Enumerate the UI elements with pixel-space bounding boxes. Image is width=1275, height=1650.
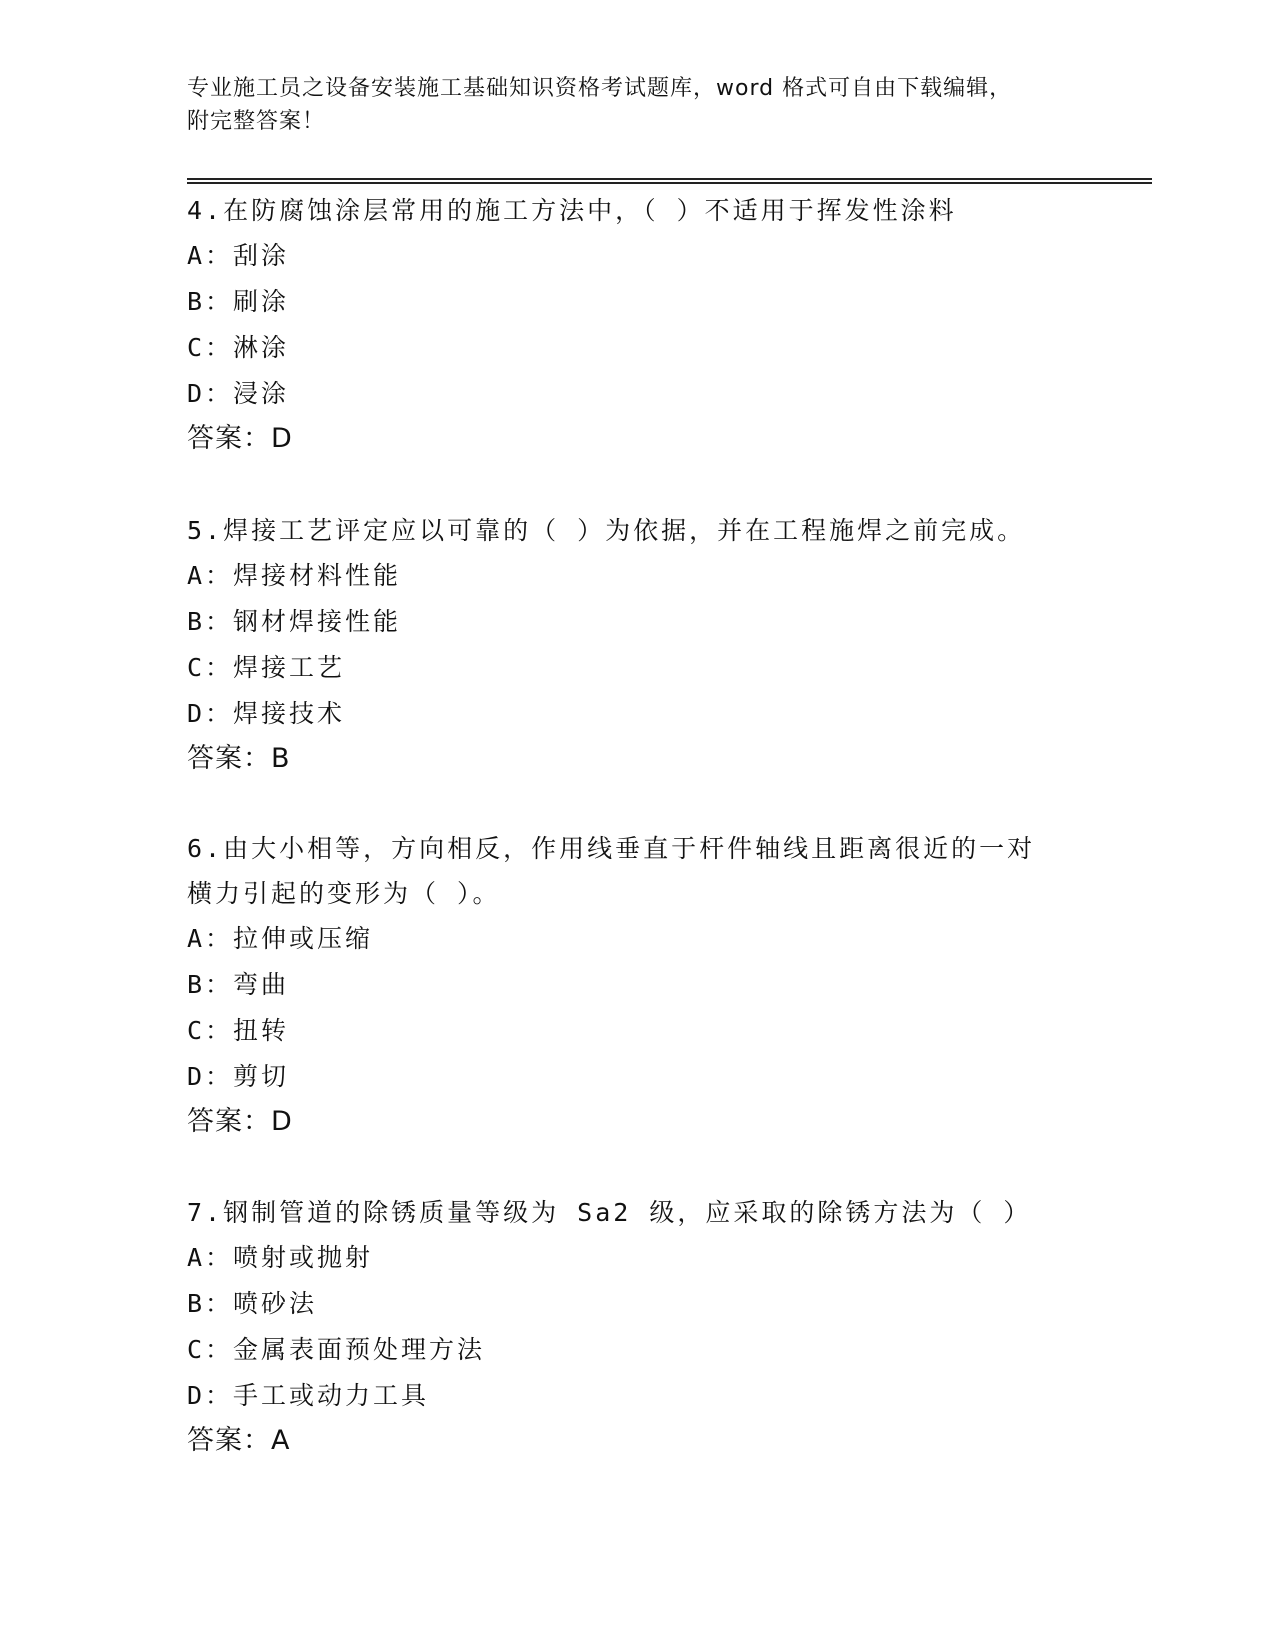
answer-text: 答案：B <box>187 743 291 774</box>
option-a: A：喷射或抛射 <box>187 1243 374 1272</box>
option-a: A：拉伸或压缩 <box>187 924 374 953</box>
question-block <box>187 826 1067 1144</box>
option-a: A：焊接材料性能 <box>187 561 402 590</box>
option-b: B：刷涂 <box>187 287 290 316</box>
question-text: 5.焊接工艺评定应以可靠的（ ）为依据，并在工程施焊之前完成。 <box>187 516 1026 545</box>
header-line-2: 附完整答案！ <box>187 109 326 134</box>
option-c: C：扭转 <box>187 1016 290 1045</box>
header-divider-top <box>187 178 1152 180</box>
option-b: B：钢材焊接性能 <box>187 607 402 636</box>
answer-text: 答案：A <box>187 1425 291 1456</box>
option-b: B：弯曲 <box>187 970 290 999</box>
option-a: A：刮涂 <box>187 241 290 270</box>
question-text: 4.在防腐蚀涂层常用的施工方法中，（ ）不适用于挥发性涂料 <box>187 196 957 225</box>
option-d: D：焊接技术 <box>187 699 346 728</box>
question-block <box>187 188 1067 461</box>
header-line-1: 专业施工员之设备安装施工基础知识资格考试题库，word 格式可自由下载编辑， <box>187 76 1013 101</box>
question-block <box>187 1190 1067 1463</box>
question-text: 6.由大小相等，方向相反，作用线垂直于杆件轴线且距离很近的一对横力引起的变形为（ ）。 <box>187 834 1036 908</box>
option-c: C：淋涂 <box>187 333 290 362</box>
question-text: 7.钢制管道的除锈质量等级为 Sa2 级，应采取的除锈方法为（ ） <box>187 1198 1032 1227</box>
header-divider-bottom <box>187 182 1152 184</box>
option-d: D：浸涂 <box>187 379 290 408</box>
answer-text: 答案：D <box>187 1106 293 1137</box>
option-b: B：喷砂法 <box>187 1289 318 1318</box>
document-header <box>187 72 1067 138</box>
question-block <box>187 508 1067 781</box>
option-c: C：焊接工艺 <box>187 653 346 682</box>
option-d: D：剪切 <box>187 1062 290 1091</box>
option-d: D：手工或动力工具 <box>187 1381 430 1410</box>
answer-text: 答案：D <box>187 423 293 454</box>
option-c: C：金属表面预处理方法 <box>187 1335 486 1364</box>
